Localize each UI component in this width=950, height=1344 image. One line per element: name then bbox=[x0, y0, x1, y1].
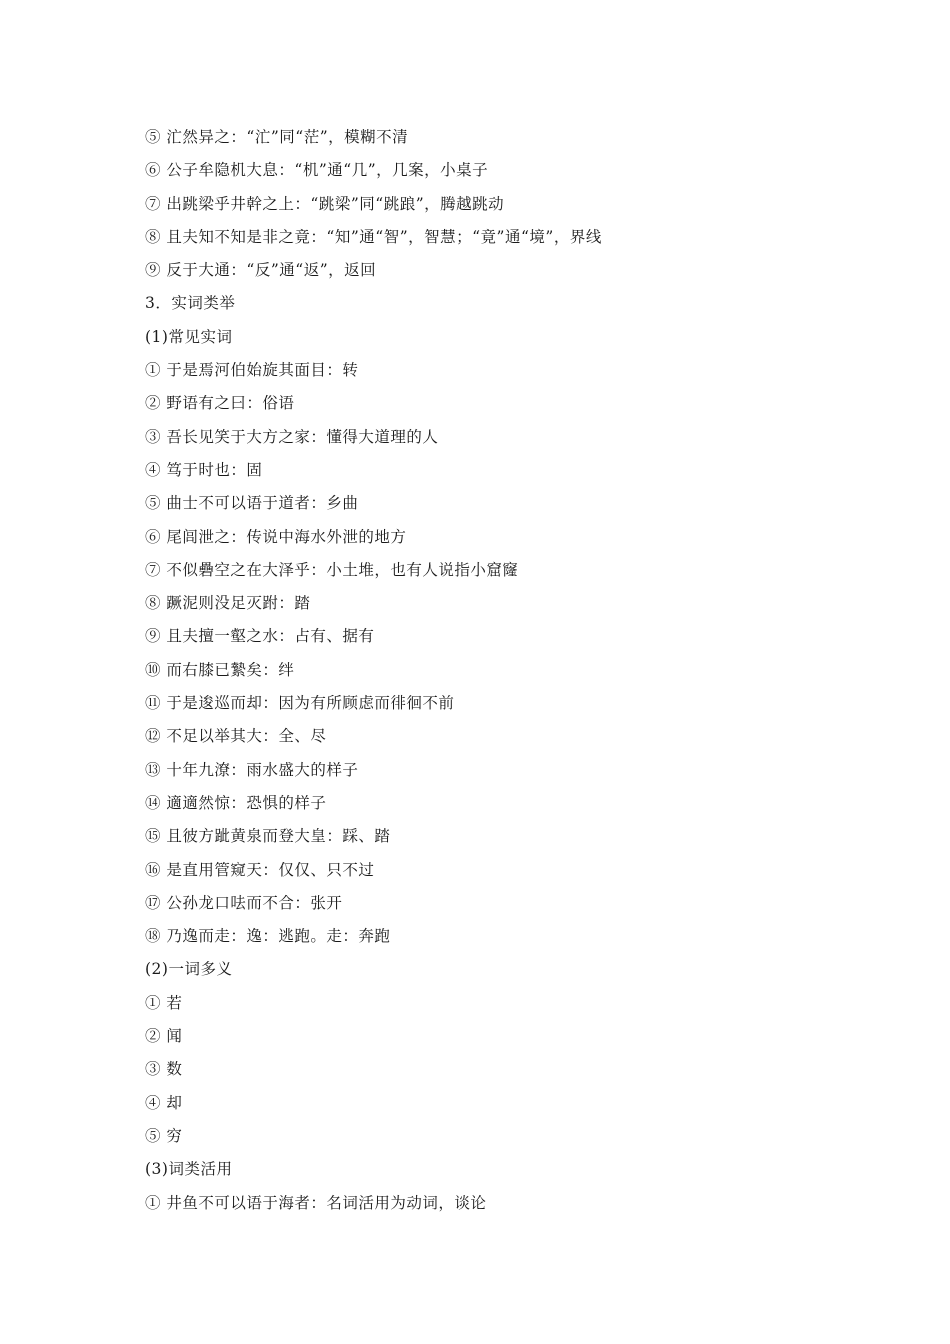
section-heading: 3．实词类举 bbox=[145, 294, 236, 313]
text-line: ⑩ 而右膝已縶矣：绊 bbox=[145, 660, 295, 679]
text-line: ⑧ 蹶泥则没足灭跗：踏 bbox=[145, 594, 311, 613]
text-line: ④ 却 bbox=[145, 1093, 183, 1112]
text-line: ⑯ 是直用管窥天：仅仅、只不过 bbox=[145, 860, 375, 879]
text-line: ② 闻 bbox=[145, 1027, 183, 1046]
text-line: ⑨ 反于大通：“反”通“返”，返回 bbox=[145, 261, 377, 280]
text-line: ① 井鱼不可以语于海者：名词活用为动词，谈论 bbox=[145, 1193, 487, 1212]
text-line: ⑪ 于是逡巡而却：因为有所顾虑而徘徊不前 bbox=[145, 694, 455, 713]
text-line: ⑧ 且夫知不知是非之竟：“知”通“智”，智慧；“竟”通“境”，界线 bbox=[145, 227, 602, 246]
text-line: ⑥ 尾闾泄之：传说中海水外泄的地方 bbox=[145, 527, 407, 546]
subsection-heading: (2)一词多义 bbox=[145, 960, 233, 979]
document-body bbox=[145, 124, 845, 1223]
text-line: ④ 笃于时也：固 bbox=[145, 460, 263, 479]
text-line: ⑦ 不似礨空之在大泽乎：小土堆，也有人说指小窟窿 bbox=[145, 560, 519, 579]
text-line: ⑦ 出跳梁乎井幹之上：“跳梁”同“跳踉”，腾越跳动 bbox=[145, 194, 505, 213]
text-line: ⑰ 公孙龙口呿而不合：张开 bbox=[145, 893, 343, 912]
text-line: ② 野语有之曰：俗语 bbox=[145, 394, 295, 413]
subsection-heading: (3)词类活用 bbox=[145, 1160, 233, 1179]
text-line: ③ 吾长见笑于大方之家：懂得大道理的人 bbox=[145, 427, 439, 446]
text-line: ① 于是焉河伯始旋其面目：转 bbox=[145, 361, 359, 380]
text-line: ⑫ 不足以举其大：全、尽 bbox=[145, 727, 327, 746]
text-line: ⑱ 乃逸而走：逸：逃跑。走：奔跑 bbox=[145, 927, 391, 946]
text-line: ⑤ 穷 bbox=[145, 1126, 183, 1145]
text-line: ③ 数 bbox=[145, 1060, 183, 1079]
text-line: ① 若 bbox=[145, 993, 183, 1012]
text-line: ⑨ 且夫擅一壑之水：占有、据有 bbox=[145, 627, 375, 646]
subsection-heading: (1)常见实词 bbox=[145, 327, 233, 346]
text-line: ⑥ 公子牟隐机大息：“机”通“几”，几案，小桌子 bbox=[145, 161, 489, 180]
text-line: ⑮ 且彼方跐黄泉而登大皇：踩、踏 bbox=[145, 827, 391, 846]
text-line: ⑤ 汒然异之：“汒”同“茫”，模糊不清 bbox=[145, 128, 409, 146]
text-line: ⑤ 曲士不可以语于道者：乡曲 bbox=[145, 494, 359, 513]
text-line: ⑭ 適適然惊：恐惧的样子 bbox=[145, 793, 327, 812]
text-line: ⑬ 十年九潦：雨水盛大的样子 bbox=[145, 760, 359, 779]
